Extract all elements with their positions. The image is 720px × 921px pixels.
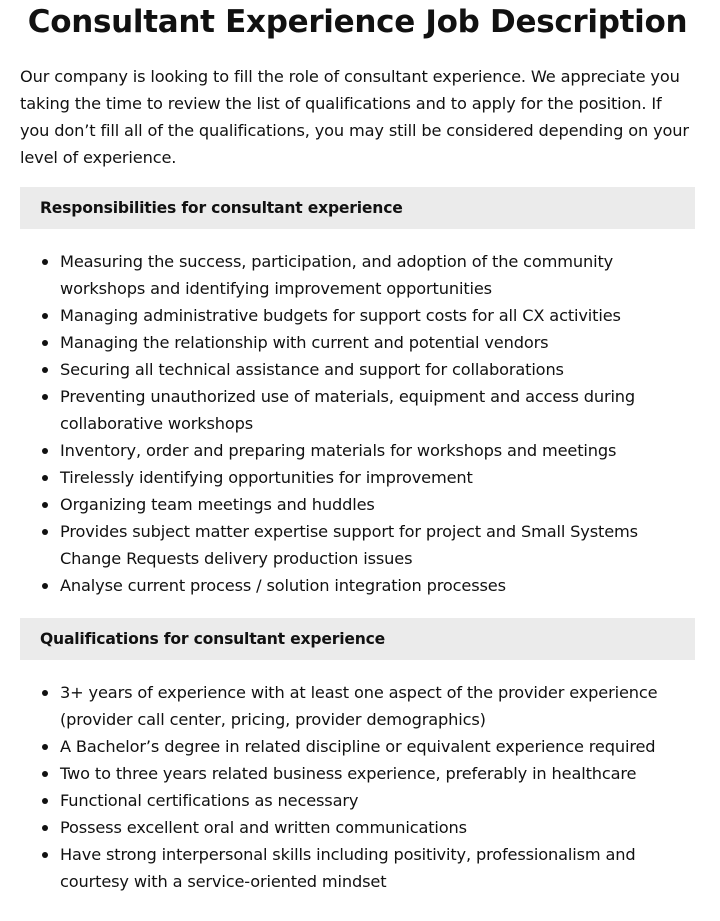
list-item: Managing the relationship with current and potential vendors (60, 329, 695, 356)
list-item: Securing all technical assistance and support for collaborations (60, 356, 695, 383)
list-item: Measuring the success, participation, and adoption of the community workshops and identifying improvement opportunities (60, 248, 695, 302)
list-item: 3+ years of experience with at least one aspect of the provider experience (provider call center, pricing, provider demographics) (60, 679, 695, 733)
intro-paragraph: Our company is looking to fill the role of consultant experience. We appreciate you taking the time to review the list of qualifications and to apply for the position. If you don’t fill all of the qualifications, you may still be considered depending on your level of experience. (20, 67, 689, 167)
list-item: Analyse current process / solution integration processes (60, 572, 695, 599)
qualifications-section (20, 618, 695, 895)
responsibilities-section (20, 187, 695, 599)
list-item: Preventing unauthorized use of materials, equipment and access during collaborative workshops (60, 383, 695, 437)
job-description-page (20, 0, 695, 895)
responsibilities-heading: Responsibilities for consultant experience (20, 187, 695, 229)
qualifications-list (20, 679, 695, 895)
list-item: Tirelessly identifying opportunities for improvement (60, 464, 695, 491)
list-item: A Bachelor’s degree in related discipline or equivalent experience required (60, 733, 695, 760)
list-item: Managing administrative budgets for support costs for all CX activities (60, 302, 695, 329)
list-item: Organizing team meetings and huddles (60, 491, 695, 518)
page-title: Consultant Experience Job Description (27, 4, 688, 40)
responsibilities-list (20, 248, 695, 599)
list-item: Functional certifications as necessary (60, 787, 695, 814)
list-item: Have strong interpersonal skills including positivity, professionalism and courtesy with a service-oriented mindset (60, 841, 695, 895)
list-item: Inventory, order and preparing materials for workshops and meetings (60, 437, 695, 464)
list-item: Possess excellent oral and written communications (60, 814, 695, 841)
list-item: Two to three years related business experience, preferably in healthcare (60, 760, 695, 787)
list-item: Provides subject matter expertise support for project and Small Systems Change Requests delivery production issues (60, 518, 695, 572)
qualifications-heading: Qualifications for consultant experience (20, 618, 695, 660)
